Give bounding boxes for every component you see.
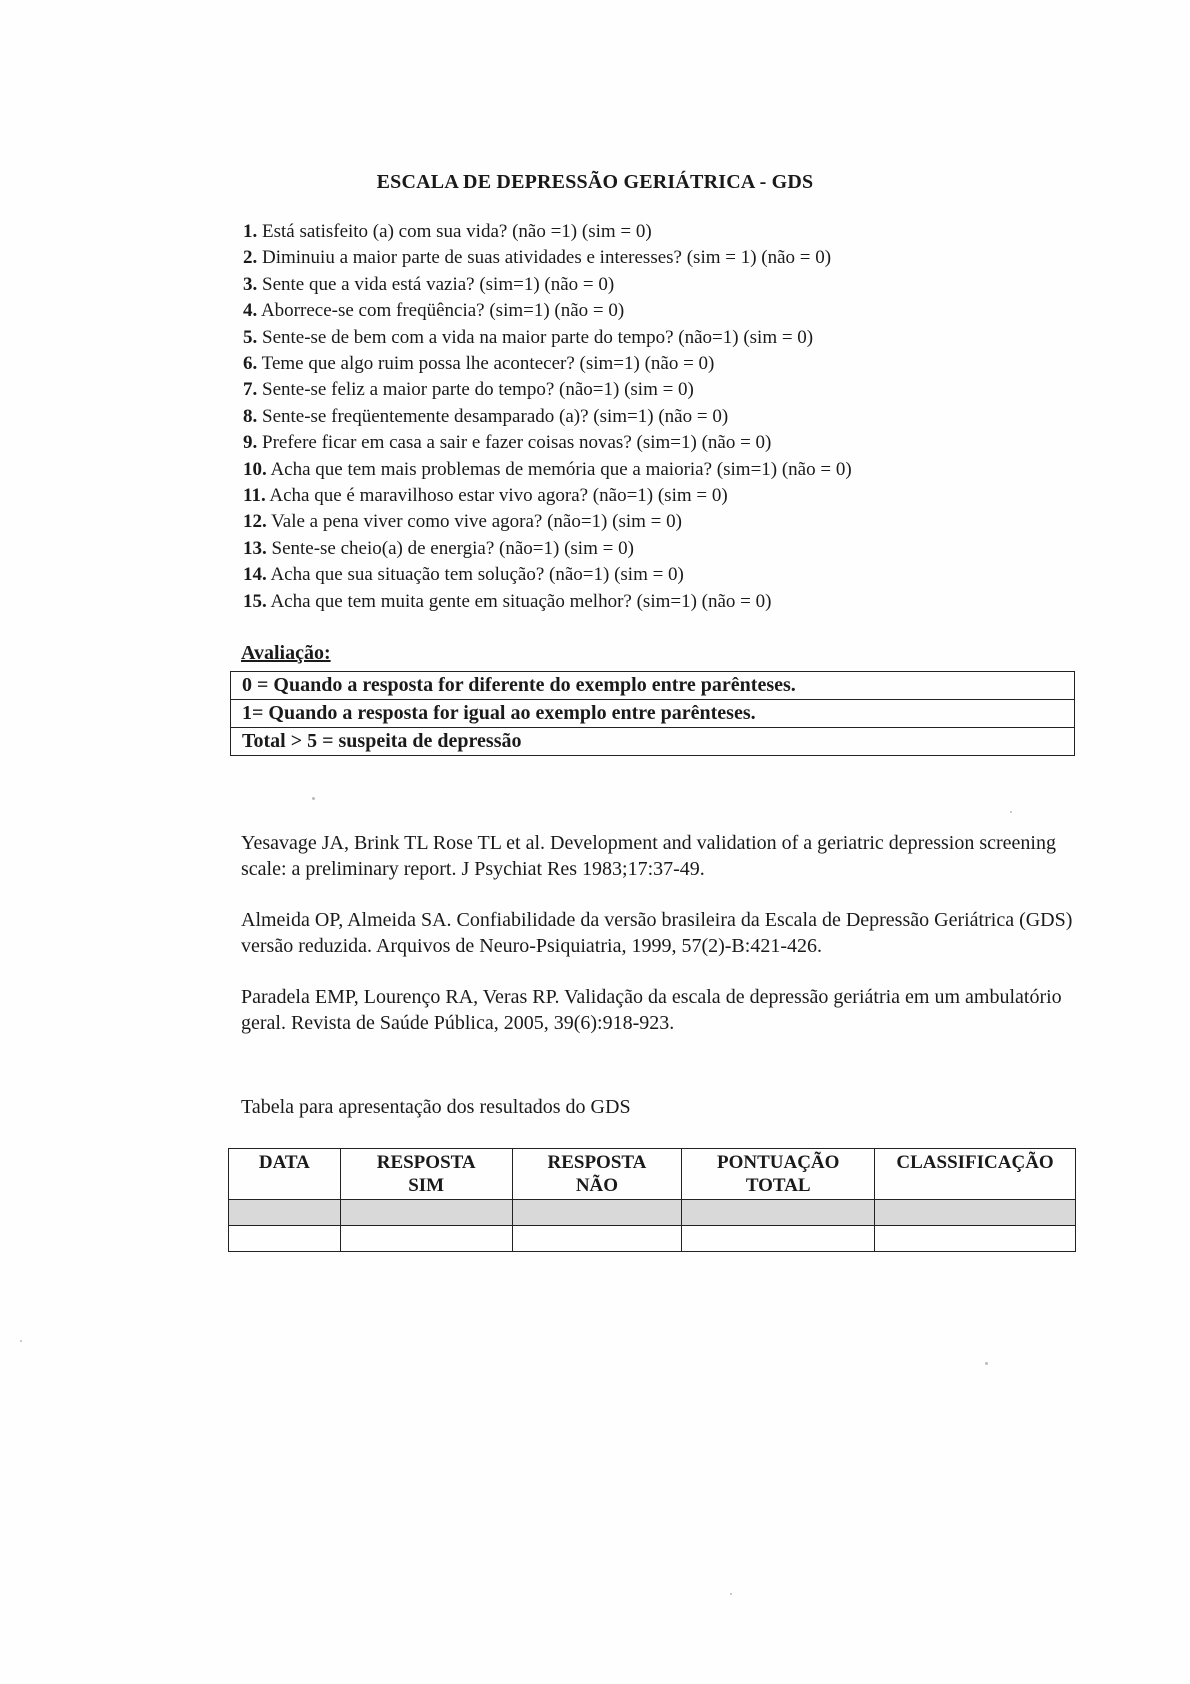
- header-line: RESPOSTA: [547, 1152, 647, 1173]
- column-header-classificacao: [875, 1149, 1076, 1200]
- table-cell[interactable]: [340, 1200, 512, 1226]
- results-table-caption: Tabela para apresentação dos resultados do GDS: [241, 1096, 631, 1118]
- question-number: 13.: [243, 537, 267, 559]
- table-cell[interactable]: [875, 1226, 1076, 1252]
- question-number: 14.: [243, 564, 267, 586]
- question-item: [243, 245, 1123, 271]
- question-list: [243, 219, 1123, 615]
- question-number: 1.: [243, 221, 258, 242]
- question-item: [243, 509, 1123, 535]
- question-item: [243, 219, 1123, 245]
- header-line: SIM: [408, 1175, 445, 1196]
- question-number: 3.: [243, 273, 258, 295]
- question-number: 12.: [243, 511, 267, 533]
- reference-item: Almeida OP, Almeida SA. Confiabilidade da versão brasileira da Escala de Depressão Geriátrica (GDS) versão reduzida. Arquivos de Neuro-Psiquiatria, 1999, 57(2)-B:421-426.: [241, 909, 1073, 957]
- column-header-resposta-nao: [512, 1149, 682, 1200]
- question-item: [243, 298, 1123, 324]
- question-text: Sente-se feliz a maior parte do tempo? (não=1) (sim = 0): [262, 379, 694, 401]
- table-cell[interactable]: [682, 1200, 875, 1226]
- question-text: Acha que sua situação tem solução? (não=1) (sim = 0): [270, 564, 684, 586]
- column-header-data: [229, 1149, 341, 1200]
- table-row: [229, 1200, 1076, 1226]
- header-line: DATA: [258, 1152, 310, 1173]
- scan-speck: [20, 1340, 22, 1342]
- question-number: 2.: [243, 247, 258, 269]
- question-number: 9.: [243, 432, 258, 454]
- question-text: Diminuiu a maior parte de suas atividades e interesses? (sim = 1) (não = 0): [262, 247, 832, 269]
- question-text: Vale a pena viver como vive agora? (não=1) (sim = 0): [271, 511, 682, 533]
- question-item: [243, 430, 1123, 456]
- question-text: Sente que a vida está vazia? (sim=1) (não = 0): [262, 273, 615, 295]
- question-number: 4.: [243, 300, 258, 322]
- question-text: Prefere ficar em casa a sair e fazer coisas novas? (sim=1) (não = 0): [262, 432, 772, 454]
- header-line: TOTAL: [745, 1175, 811, 1196]
- document-title: ESCALA DE DEPRESSÃO GERIÁTRICA - GDS: [376, 171, 814, 193]
- column-header-pontuacao-total: [682, 1149, 875, 1200]
- question-text: Aborrece-se com freqüência? (sim=1) (não = 0): [260, 300, 625, 322]
- question-text: Acha que tem muita gente em situação melhor? (sim=1) (não = 0): [270, 590, 772, 612]
- evaluation-box: [230, 671, 1075, 756]
- question-item: [243, 351, 1123, 377]
- scan-speck: [1010, 811, 1012, 813]
- question-text: Sente-se cheio(a) de energia? (não=1) (sim = 0): [271, 537, 634, 559]
- question-text: Sente-se de bem com a vida na maior parte do tempo? (não=1) (sim = 0): [262, 326, 814, 348]
- question-item: [243, 457, 1123, 483]
- question-item: [243, 377, 1123, 403]
- question-number: 7.: [243, 379, 258, 401]
- question-item: [243, 589, 1123, 615]
- question-number: 8.: [243, 405, 258, 427]
- table-cell[interactable]: [229, 1200, 341, 1226]
- question-item: [243, 483, 1123, 509]
- question-item: [243, 404, 1123, 430]
- question-text: Sente-se freqüentemente desamparado (a)? (sim=1) (não = 0): [262, 405, 729, 427]
- question-item: [243, 536, 1123, 562]
- question-text: Está satisfeito (a) com sua vida? (não =1) (sim = 0): [262, 221, 652, 242]
- table-cell[interactable]: [229, 1226, 341, 1252]
- table-cell[interactable]: [512, 1200, 682, 1226]
- question-number: 6.: [243, 353, 258, 375]
- question-item: [243, 272, 1123, 298]
- evaluation-row: Total > 5 = suspeita de depressão: [242, 730, 522, 752]
- evaluation-heading: Avaliação:: [241, 642, 331, 664]
- question-text: Teme que algo ruim possa lhe acontecer? (sim=1) (não = 0): [261, 353, 715, 375]
- scan-speck: [985, 1362, 988, 1365]
- evaluation-row: 1= Quando a resposta for igual ao exemplo entre parênteses.: [231, 700, 1074, 728]
- table-header-row: [229, 1149, 1076, 1200]
- question-item: [243, 325, 1123, 351]
- header-line: NÃO: [575, 1175, 619, 1196]
- header-line: CLASSIFICAÇÃO: [896, 1152, 1054, 1173]
- table-cell[interactable]: [340, 1226, 512, 1252]
- references: [241, 830, 1081, 1061]
- question-number: 15.: [243, 590, 267, 612]
- question-item: [243, 562, 1123, 588]
- table-cell[interactable]: [512, 1226, 682, 1252]
- table-cell[interactable]: [682, 1226, 875, 1252]
- evaluation-row: 0 = Quando a resposta for diferente do exemplo entre parênteses.: [231, 672, 1074, 700]
- question-text: Acha que é maravilhoso estar vivo agora? (não=1) (sim = 0): [269, 485, 728, 507]
- scan-speck: [312, 797, 315, 800]
- header-line: RESPOSTA: [376, 1152, 476, 1173]
- column-header-resposta-sim: [340, 1149, 512, 1200]
- question-text: Acha que tem mais problemas de memória que a maioria? (sim=1) (não = 0): [270, 458, 852, 480]
- scan-speck: [730, 1593, 732, 1595]
- reference-item: Paradela EMP, Lourenço RA, Veras RP. Validação da escala de depressão geriátria em um ambulatório geral. Revista de Saúde Pública, 2005, 39(6):918-923.: [241, 986, 1062, 1034]
- question-number: 10.: [243, 458, 267, 480]
- header-line: PONTUAÇÃO: [716, 1152, 840, 1173]
- question-number: 11.: [243, 485, 266, 507]
- question-number: 5.: [243, 326, 258, 348]
- table-row: [229, 1226, 1076, 1252]
- results-table: [228, 1148, 1076, 1252]
- table-cell[interactable]: [875, 1200, 1076, 1226]
- reference-item: Yesavage JA, Brink TL Rose TL et al. Development and validation of a geriatric depression screening scale: a preliminary report. J Psychiat Res 1983;17:37-49.: [241, 832, 1056, 880]
